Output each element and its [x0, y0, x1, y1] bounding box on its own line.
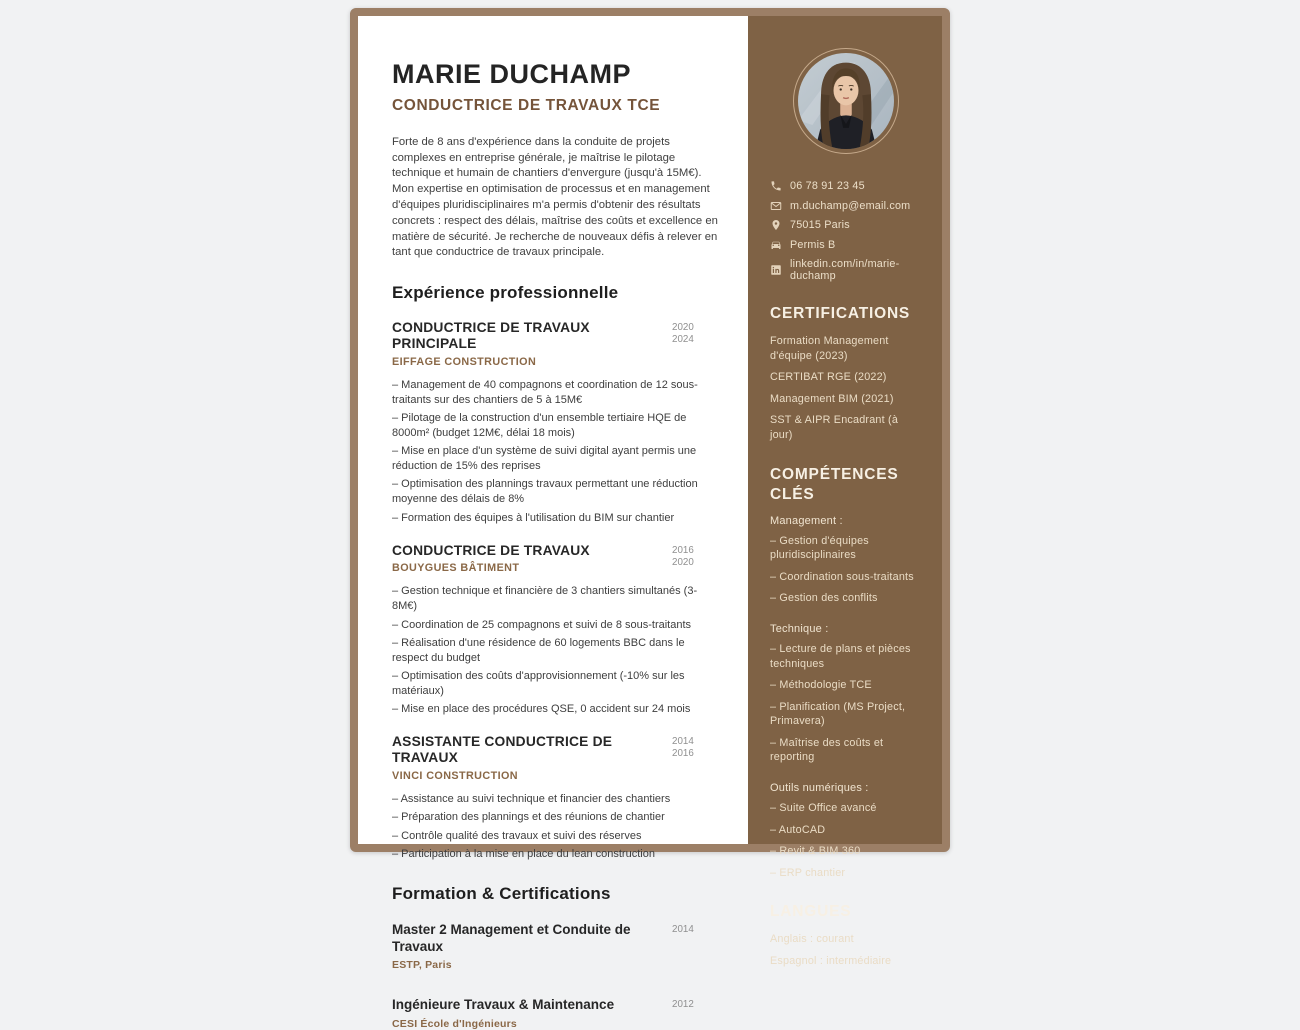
profile-photo	[793, 48, 899, 154]
education-entry	[392, 922, 718, 972]
car-icon	[770, 239, 782, 251]
skill-item: – Suite Office avancé	[770, 801, 877, 814]
skill-item: – Lecture de plans et pièces techniques	[770, 643, 911, 670]
job-date-start: 2020	[672, 322, 694, 334]
job-dates	[672, 734, 718, 760]
job-date-start: 2016	[672, 544, 694, 556]
job-bullet: – Participation à la mise en place du lean construction	[392, 847, 655, 860]
certification-item: Management BIM (2021)	[770, 392, 894, 405]
section-heading-langues: LANGUES	[770, 903, 852, 921]
skill-item: – Planification (MS Project, Primavera)	[770, 700, 906, 728]
job-bullet: – Optimisation des coûts d'approvisionnement (-10% sur les matériaux)	[392, 670, 685, 697]
skill-item: – Revit & BIM 360	[770, 845, 861, 858]
job-bullet: – Gestion technique et financière de 3 chantiers simultanés (3-8M€)	[392, 585, 698, 613]
skills-group-label: Technique :	[770, 623, 829, 636]
skills-group-management	[770, 515, 922, 606]
contact-location	[770, 219, 922, 231]
job-company: VINCI CONSTRUCTION	[392, 769, 518, 782]
education-title: Ingénieure Travaux & Maintenance	[392, 997, 615, 1013]
skill-item: – Maîtrise des coûts et reporting	[770, 736, 884, 764]
certification-item: SST & AIPR Encadrant (à jour)	[770, 414, 899, 441]
education-school: CESI École d'Ingénieurs	[392, 1018, 517, 1030]
contact-driving-license	[770, 239, 922, 251]
job-bullets	[392, 792, 718, 862]
skill-item: – Coordination sous-traitants	[770, 570, 914, 583]
certification-item: CERTIBAT RGE (2022)	[770, 371, 887, 384]
education-entry	[392, 997, 718, 1030]
job-bullet: – Contrôle qualité des travaux et suivi des réserves	[392, 829, 642, 842]
job-bullet: – Assistance au suivi technique et financier des chantiers	[392, 792, 671, 805]
job-bullet: – Mise en place d'un système de suivi digital ayant permis une réduction de 15% des reprises	[392, 445, 697, 473]
job-bullets	[392, 378, 718, 526]
skill-item: – Gestion des conflits	[770, 592, 878, 605]
linkedin-icon	[770, 264, 782, 276]
education-school: ESTP, Paris	[392, 959, 452, 972]
experience-entry	[392, 543, 718, 718]
skills-group-label: Management :	[770, 514, 843, 527]
contact-location-text: 75015 Paris	[790, 219, 850, 231]
experience-entry	[392, 320, 718, 525]
section-heading-formation: Formation & Certifications	[392, 883, 611, 903]
skill-item: – Gestion d'équipes pluridisciplinaires	[770, 534, 869, 562]
job-bullet: – Coordination de 25 compagnons et suivi de 8 sous-traitants	[392, 618, 692, 631]
candidate-title: CONDUCTRICE DE TRAVAUX TCE	[392, 96, 661, 114]
job-bullets	[392, 584, 718, 717]
job-date-start: 2014	[672, 736, 694, 748]
education-date: 2012	[672, 999, 694, 1011]
skills-group-technique	[770, 623, 922, 765]
job-bullet: – Management de 40 compagnons et coordination de 12 sous-traitants sur des chantiers de 5 à 15M€	[392, 378, 698, 406]
contact-phone	[770, 180, 922, 192]
experience-entry	[392, 734, 718, 862]
job-bullet: – Pilotage de la construction d'un ensemble tertiaire HQE de 8000m² (budget 12M€, délai 18 mois)	[392, 412, 687, 439]
job-bullet: – Formation des équipes à l'utilisation du BIM sur chantier	[392, 511, 675, 524]
section-heading-competences: COMPÉTENCES CLÉS	[770, 465, 899, 503]
skill-item: – ERP chantier	[770, 866, 846, 879]
candidate-name: MARIE DUCHAMP	[392, 59, 631, 89]
contact-linkedin	[770, 258, 922, 282]
job-dates	[672, 320, 718, 346]
job-title: CONDUCTRICE DE TRAVAUX PRINCIPALE	[392, 320, 590, 352]
skills-group-label: Outils numériques :	[770, 781, 869, 794]
certification-item: Formation Management d'équipe (2023)	[770, 335, 889, 362]
location-icon	[770, 219, 782, 231]
job-bullet: – Réalisation d'une résidence de 60 logements BBC dans le respect du budget	[392, 636, 685, 664]
resume-main-column	[358, 16, 748, 1030]
job-dates	[672, 543, 718, 569]
job-company: BOUYGUES BÂTIMENT	[392, 562, 520, 575]
contact-phone-text: 06 78 91 23 45	[790, 180, 865, 192]
profile-photo-image	[798, 53, 894, 149]
email-icon	[770, 200, 782, 212]
skill-item: – Méthodologie TCE	[770, 679, 872, 692]
contact-linkedin-text: linkedin.com/in/marie-duchamp	[790, 258, 900, 282]
job-title: ASSISTANTE CONDUCTRICE DE TRAVAUX	[392, 734, 613, 765]
skills-group-outils	[770, 782, 922, 880]
education-date: 2014	[672, 923, 694, 935]
job-bullet: – Préparation des plannings et des réunions de chantier	[392, 811, 665, 824]
job-company: EIFFAGE CONSTRUCTION	[392, 355, 537, 368]
contact-email-text: m.duchamp@email.com	[790, 199, 911, 212]
resume-sidebar	[748, 16, 942, 967]
job-date-end: 2024	[672, 334, 694, 346]
skill-item: – AutoCAD	[770, 823, 826, 836]
contact-license-text: Permis B	[790, 238, 836, 251]
resume-page	[350, 8, 950, 1030]
job-bullet: – Optimisation des plannings travaux permettant une réduction moyenne des délais de 8%	[392, 478, 698, 506]
language-item: Espagnol : intermédiaire	[770, 954, 892, 967]
section-heading-experience: Expérience professionnelle	[392, 283, 619, 303]
job-title: CONDUCTRICE DE TRAVAUX	[392, 542, 590, 558]
job-date-end: 2016	[672, 748, 694, 760]
education-title: Master 2 Management et Conduite de Travaux	[392, 921, 631, 954]
profile-summary: Forte de 8 ans d'expérience dans la conduite de projets complexes en entreprise générale, je maîtrise le pilotage technique et humain de chantiers d'envergure (jusqu'à 15M€). Mon expertise en optimisation de processus et en management d'équipes pluridisciplinaires m'a permis d'obtenir des résultats concrets : respect des délais, maîtrise des coûts et excellence en matière de sécurité. Je recherche de nouveaux défis à relever en tant que conductrice de travaux principale.	[392, 135, 718, 259]
contact-email	[770, 200, 922, 212]
language-item: Anglais : courant	[770, 933, 854, 946]
job-bullet: – Mise en place des procédures QSE, 0 accident sur 24 mois	[392, 703, 691, 716]
phone-icon	[770, 180, 782, 192]
job-date-end: 2020	[672, 556, 694, 568]
contact-list	[770, 180, 922, 282]
section-heading-certifications: CERTIFICATIONS	[770, 305, 911, 322]
